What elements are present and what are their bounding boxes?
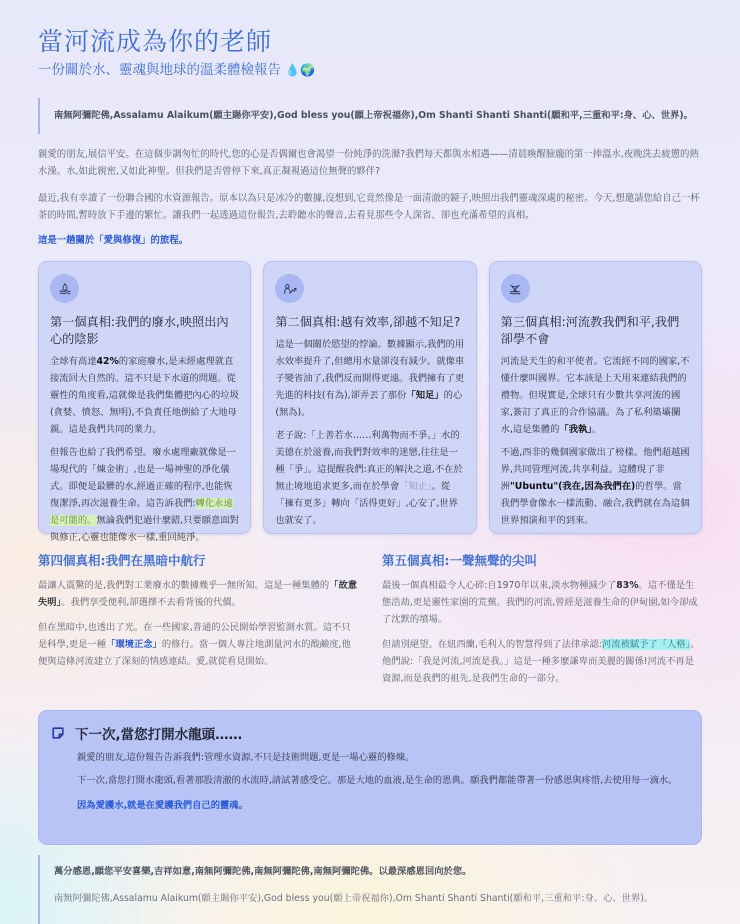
emphasis-know-limits: 「知止」 [399, 481, 432, 492]
opening-blessing: 南無阿彌陀佛,Assalamu Alaikum(願主賜你平安),God bless you(願上帝祝福你),Om Shanti Shanti Shanti(願和平,三重和平:身、心、世界)。 [38, 98, 702, 134]
section-paragraph: 最讓人震驚的是,我們對工業廢水的數據幾乎一無所知。這是一種集體的「故意失明」。我們享受便利,卻選擇不去看背後的代價。 [38, 580, 358, 608]
truth-section-5 [382, 552, 702, 687]
card-title: 第二個真相:越有效率,卻越不知足? [275, 315, 461, 329]
journey-statement: 這是一趟關於「愛與修復」的旅程。 [38, 235, 189, 246]
emphasis-willful-blindness: 「故意失明」 [38, 580, 358, 608]
closing-blessing [38, 855, 702, 924]
callout-title: 下一次,當您打開水龍頭…… [75, 727, 243, 743]
card-paragraph: 全球有高達42%的家庭廢水,是未經處理就直接流回大自然的。這不只是下水道的問題。從靈性的角度看,這就像是我們集體把內心的垃圾(貪婪、憤怒、無明),不負責任地倒給了大地母親。這是我們共同的業力。 [50, 356, 239, 435]
callout-header [51, 723, 687, 743]
card-title: 第三個真相:河流教我們和平,我們卻學不會 [500, 315, 680, 346]
card-body [50, 353, 239, 546]
section-paragraph: 最後一個真相最令人心碎:自1970年以來,淡水物種減少了83%。這不僅是生態浩劫,更是靈性家園的荒蕪。我們的河流,曾經是滋養生命的伊甸園,如今卻成了沈默的墳場。 [382, 580, 698, 625]
intro-paragraph-2: 最近,我有幸讀了一份聯合國的水資源報告。原本以為只是冰冷的數據,沒想到,它竟然像是一面清澈的鏡子,映照出我們靈魂深處的秘密。今天,想邀請您給自己一杯茶的時間,暫時放下手邊的繁忙。讓我們一起透過這份報告,去聆聽水的聲音,去看見那些令人深省、卻也充滿希望的真相。 [38, 193, 700, 221]
report-page [38, 26, 702, 924]
emphasis-ego-attachment: 「我執」 [559, 424, 592, 435]
next-time-callout [38, 710, 702, 845]
closing-thanks: 萬分感恩,願您平安喜樂,吉祥如意,南無阿彌陀佛,南無阿彌陀佛,南無阿彌陀佛。以最深感恩回向於您。 [54, 866, 472, 877]
truth-card-1 [38, 261, 251, 543]
emphasis-contentment: 「知足」 [406, 390, 444, 401]
stat-42-percent: 42% [96, 356, 119, 367]
page-subtitle [38, 61, 702, 79]
card-title: 第一個真相:我們的廢水,映照出內心的陰影 [50, 315, 229, 346]
section-paragraph: 但請別絕望。在紐西蘭,毛利人的智慧得到了法律承認:河流被賦予了「人格」。他們說:「我是河流,河流是我。」這是一種多麼謙卑而美麗的關係!河流不再是資源,而是我們的祖先,是我們生命的一部分。 [382, 639, 700, 684]
card-paragraph: 河流是天生的和平使者。它流經不同的國家,不懂什麼叫國界。它本該是上天用來連結我們的禮物。但現實是,全球只有少數共享河流的國家,簽訂了真正的合作協議。為了私利築壩攔水,這是集體的「我執」。 [500, 356, 690, 435]
emphasis-environmental-mindfulness: 「環境正念」 [106, 639, 162, 650]
subtitle-text: 一份關於水、靈魂與地球的溫柔體檢報告 [38, 62, 281, 78]
emphasis-ubuntu: "Ubuntu"(我在,因為我們在) [509, 481, 636, 492]
water-earth-emoji-icon: 💧🌍 [285, 63, 315, 77]
stat-83-percent: 83% [616, 580, 639, 591]
section-title: 第五個真相:一聲無聲的尖叫 [382, 553, 537, 568]
river-bridge-icon [501, 274, 530, 303]
truth-sections [38, 552, 702, 687]
person-efficiency-icon [275, 274, 304, 303]
highlight-river-personhood: 河流被賦予了「人格」 [601, 639, 691, 650]
card-paragraph: 但報告也給了我們希望。廢水處理廠就像是一場現代的「煉金術」,也是一場神聖的淨化儀式。即便是最髒的水,經過正確的程序,也能恢復潔淨,再次滋養生命。這告訴我們:轉化永遠是可能的。無論我們犯過什麼錯,只要願意面對與修正,心靈也能像水一樣,重回純淨。 [50, 447, 239, 543]
truth-card-2 [263, 261, 476, 534]
page-title: 當河流成為你的老師 [38, 27, 273, 56]
card-paragraph: 不過,西非的幾個國家做出了榜樣。他們超越國界,共同管理河流,共享利益。這體現了非洲"Ubuntu"(我在,因為我們在)的哲學。當我們學會像水一樣流動、融合,我們就在為這個世界預演和平的到來。 [500, 447, 690, 526]
card-body [501, 353, 690, 529]
callout-paragraph-1: 親愛的朋友,這份報告告訴我們:管理水資源,不只是技術問題,更是一場心靈的修煉。 [77, 752, 415, 763]
truth-section-4 [38, 552, 358, 687]
callout-closing-line: 因為愛護水,就是在愛護我們自己的靈魂。 [77, 800, 248, 811]
water-drop-waves-icon [50, 274, 79, 303]
callout-paragraph-2: 下一次,當您打開水龍頭,看著那股清澈的水流時,請試著感受它。那是大地的血液,是生命的恩典。願我們都能帶著一份感恩與疼惜,去使用每一滴水。 [77, 775, 678, 786]
callout-body [51, 749, 687, 814]
card-paragraph: 老子說:「上善若水……利萬物而不爭。」水的美德在於滋養,而我們對效率的迷戀,往往是一種「爭」。這提醒我們:真正的解決之道,不在於無止境地追求更多,而在於學會「知止」。從「擁有更多」轉向「活得更好」,心安了,世界也就安了。 [275, 430, 463, 526]
card-body [275, 336, 464, 529]
note-icon [51, 726, 65, 740]
section-title: 第四個真相:我們在黑暗中航行 [38, 553, 206, 568]
truth-cards [38, 261, 702, 543]
card-paragraph: 這是一個關於慾望的悖論。數據顯示,我們的用水效率提升了,但總用水量卻沒有減少。就像車子變省油了,我們反而開得更遠。我們擁有了更先進的科技(有為),卻弄丟了那份「知足」的心(無為)。 [275, 339, 465, 418]
highlight-transformation: 轉化永遠是可能的。 [50, 498, 233, 526]
closing-multifaith-blessing: 南無阿彌陀佛,Assalamu Alaikum(願主賜你平安),God bless you(願上帝祝福你),Om Shanti Shanti Shanti(願和平,三重和平:身、心、世界)。 [54, 893, 654, 904]
section-paragraph: 但在黑暗中,也透出了光。在一些國家,普通的公民開始學習監測水質。這不只是科學,更是一種「環境正念」的修行。當一個人專注地測量河水的酸鹼度,他便與這條河流建立了深刻的情感連結。愛,就從看見開始。 [38, 622, 351, 667]
intro-paragraph-1: 親愛的朋友,展信平安。在這個步調匆忙的時代,您的心是否偶爾也會渴望一份純淨的洗滌?我們每天都與水相遇——清晨喚醒臉龐的第一捧溫水,夜晚洗去疲憊的熱水澡。水,如此親密,又如此神聖。但我們是否曾停下來,真正凝視過這位無聲的夥伴? [38, 149, 699, 177]
truth-card-3 [489, 261, 702, 534]
